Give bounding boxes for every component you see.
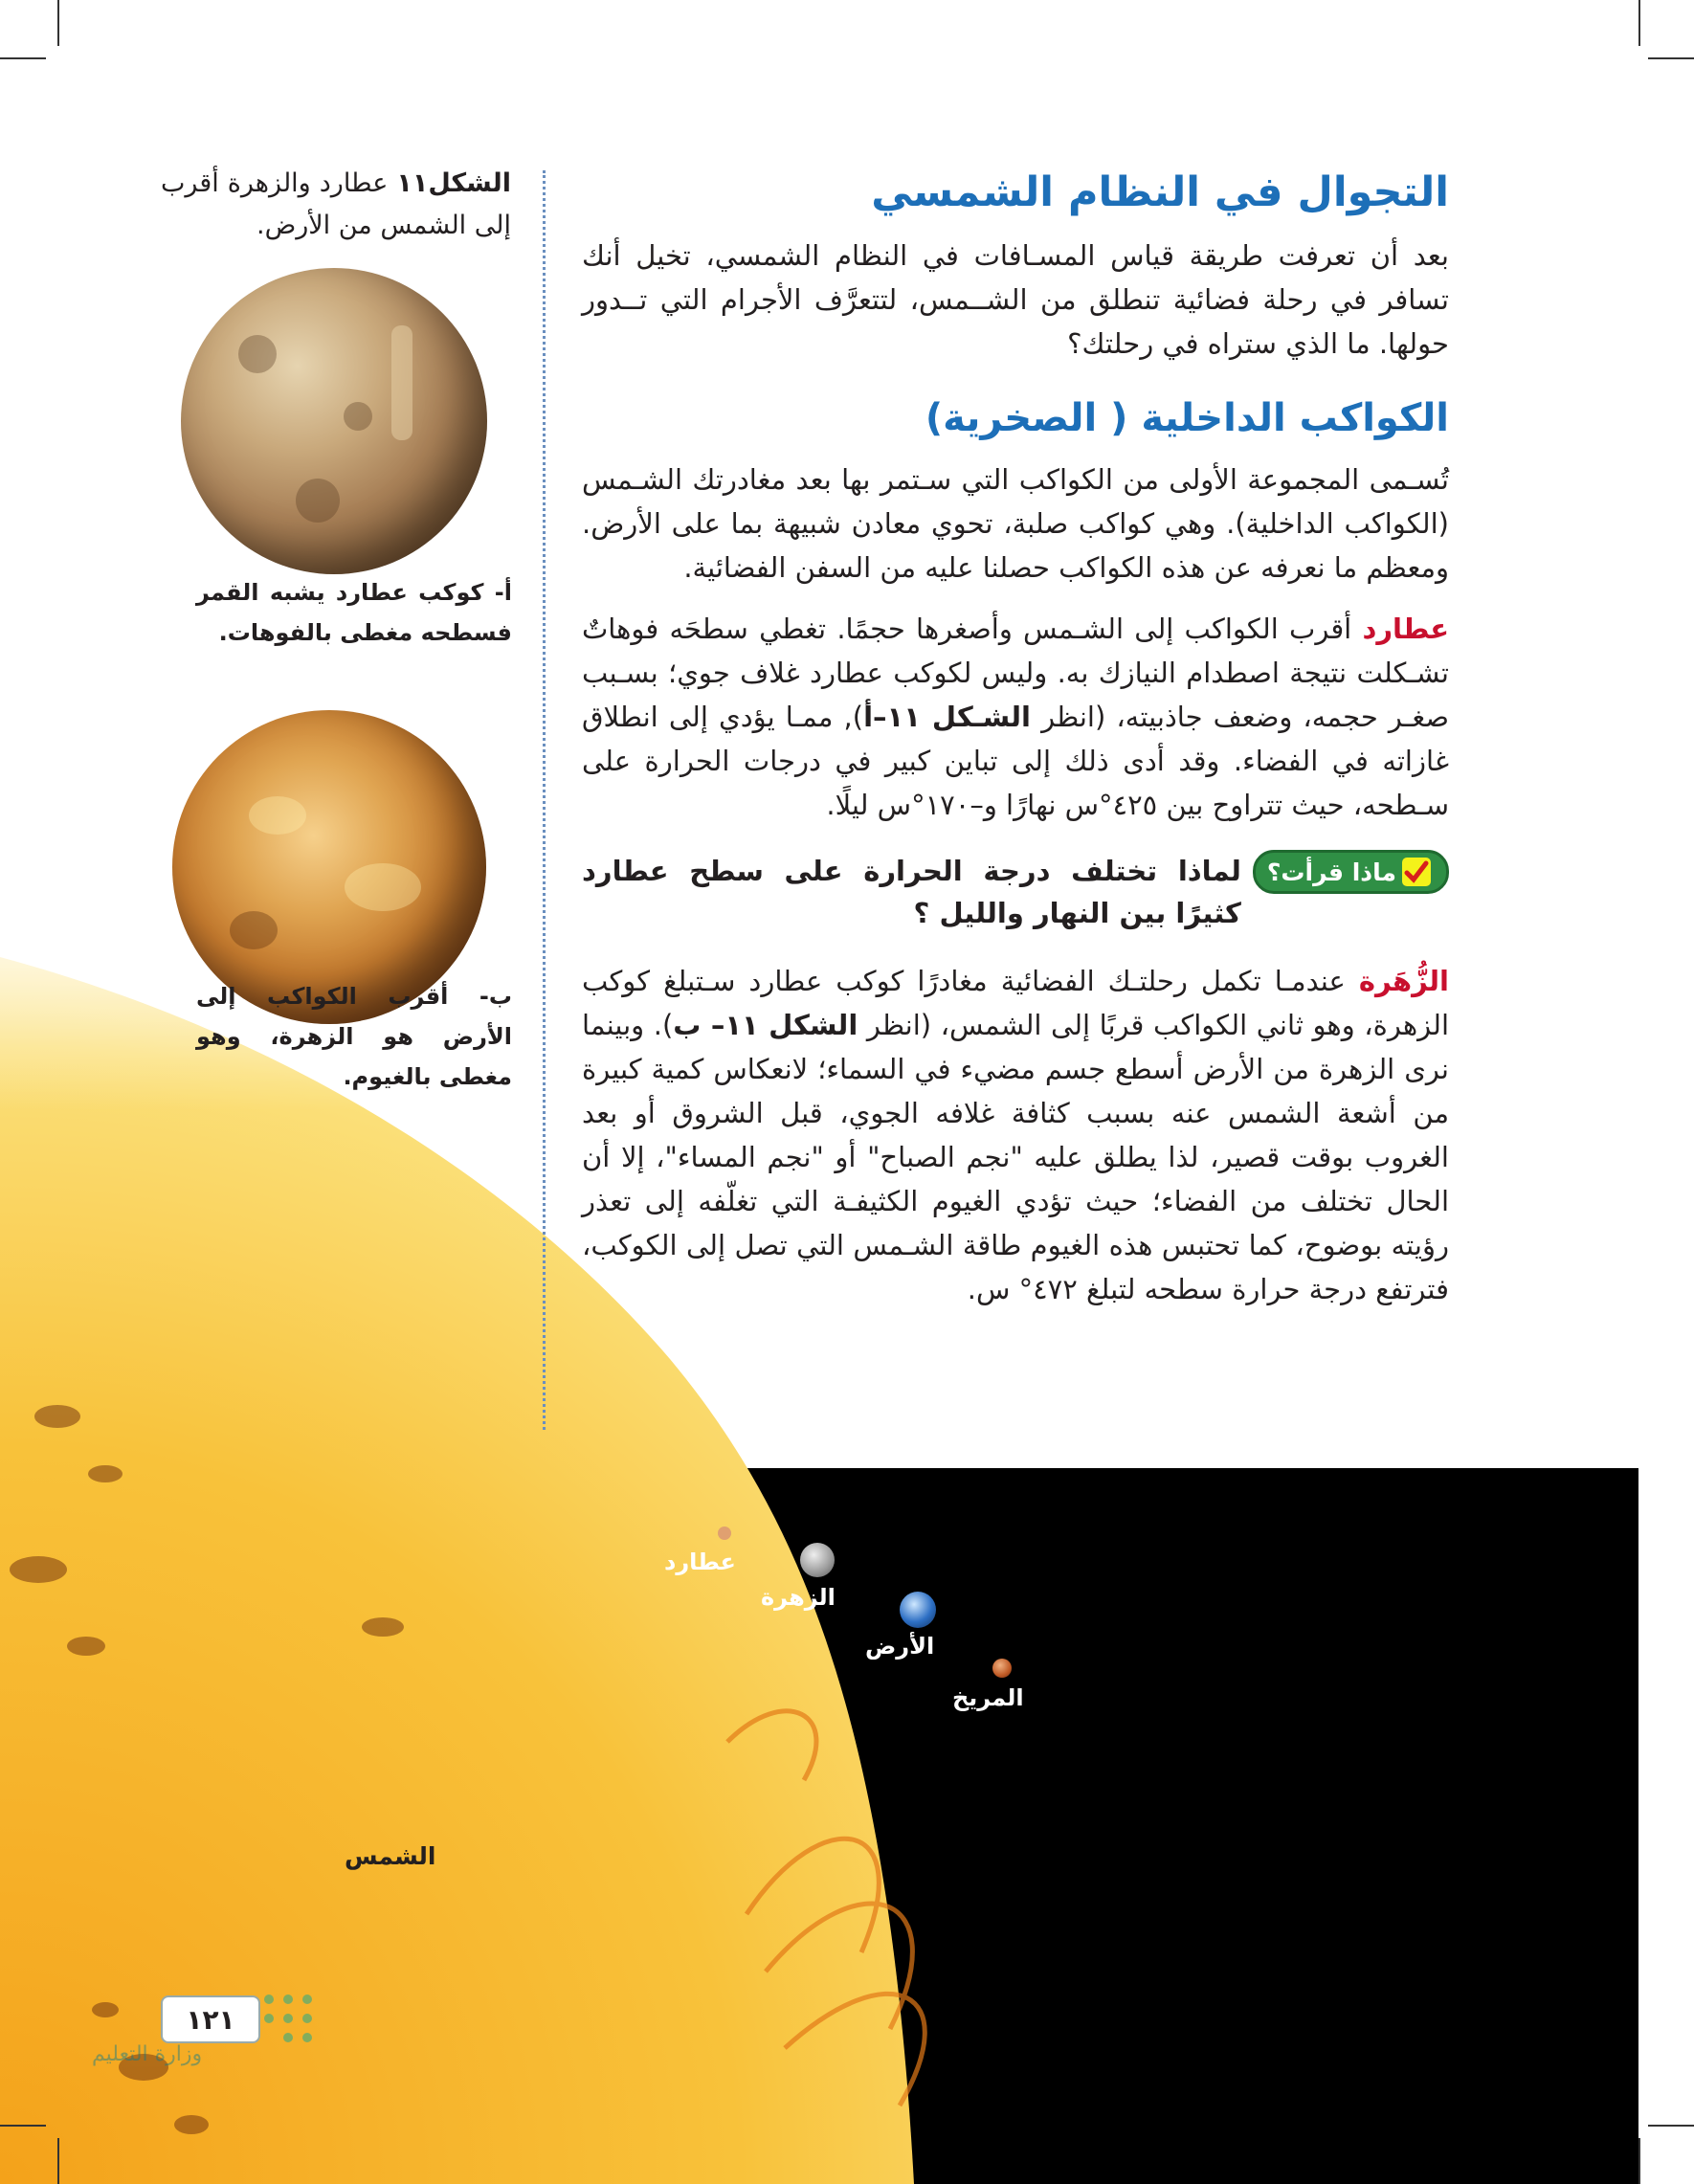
crop-mark xyxy=(1638,0,1640,46)
venus-paragraph xyxy=(582,959,1449,1311)
figure-reference[interactable]: الشـكل ١١–أ xyxy=(863,701,1031,733)
page-number: ١٢١ xyxy=(161,1995,260,2043)
mercury-label: عطارد xyxy=(664,1549,736,1575)
reading-check-badge xyxy=(1253,850,1449,894)
figure-reference[interactable]: الشكل ١١– ب xyxy=(673,1009,858,1041)
venus-text-cont: ). وبينما نرى الزهرة من الأرض أسطع جسم مضيء في السماء؛ لانعكاس كمية كبيرة من أشعة الشمس عنه بسبب كثافة غلافه الجوي، قبل الشروق أو بعد الغروب بوقت قصير، لذا يطلق عليه "نجم الصباح" أو "نجم المساء"، إلا أن الحال تختلف من الفضاء؛ حيث تؤدي الغيوم الكثيفـة التي تغلّفه إلى تعذر رؤيته بوضوح، كما تحتبس هذه الغيوم طاقة الشـمس التي تصل إلى الكوكب، فترتفع درجة حرارة سطحه لتبلغ ٤٧٢° س. xyxy=(582,1009,1449,1305)
reading-check-question: لماذا تختلف درجة الحرارة على سطح عطارد كثيرًا بين النهار والليل ؟ xyxy=(582,855,1241,929)
main-column xyxy=(582,163,1449,1311)
mercury-dot xyxy=(718,1527,731,1540)
inner-planets-paragraph: تُسـمى المجموعة الأولى من الكواكب التي سـتمر بها بعد مغادرتك الشـمس (الكواكب الداخلية). وهي كواكب صلبة، تحوي معادن شبيهة بما على الأرض. ومعظم ما نعرفه عن هذه الكواكب حصلنا عليه من السفن الفضائية. xyxy=(582,463,1449,584)
mercury-photo xyxy=(181,268,487,574)
crop-mark xyxy=(1648,2125,1694,2127)
crop-mark xyxy=(1648,57,1694,59)
caption-b: ب- أقرب الكواكب إلى الأرض هو الزهرة، وهو مغطى بالغيوم. xyxy=(196,983,512,1090)
sun-label: الشمس xyxy=(345,1842,436,1870)
ministry-name: وزارة التعليم xyxy=(92,2042,203,2066)
reading-check xyxy=(582,850,1449,934)
reading-check-label: ماذا قرأت؟ xyxy=(1266,858,1396,886)
mercury-term: عطارد xyxy=(1362,613,1450,645)
mercury-paragraph xyxy=(582,607,1449,827)
mercury-text-cont: ), ممـا يؤدي إلى انطلاق غازاته في الفضاء. وقد أدى ذلك إلى تباين كبير في درجات الحرارة على سـطحه، حيث تتراوح بين ٤٢٥°س نهارًا و–١٧٠°س ليلًا. xyxy=(582,701,1449,821)
mars-label: المريخ xyxy=(952,1684,1024,1711)
crop-mark xyxy=(0,57,46,59)
earth-label: الأرض xyxy=(865,1633,935,1660)
intro-paragraph: بعد أن تعرفت طريقة قياس المسـافات في النظام الشمسي، تخيل أنك تسافر في رحلة فضائية تنطلق من الشــمس، لتتعرَّف الأجرام التي تــدور حولها. ما الذي ستراه في رحلتك؟ xyxy=(582,239,1449,360)
crop-mark xyxy=(57,2138,59,2184)
crop-mark xyxy=(1638,2138,1640,2184)
venus-term: الزُّهَرة xyxy=(1358,965,1449,997)
caption-a: أ- كوكب عطارد يشبه القمر فسطحه مغطى بالفوهات. xyxy=(196,579,512,646)
sidebar-divider xyxy=(543,170,546,1430)
figure-caption-text: عطارد والزهرة أقرب إلى الشمس من الأرض. xyxy=(161,168,511,240)
subsection-title: الكواكب الداخلية ( الصخرية) xyxy=(925,396,1449,440)
earth-dot xyxy=(900,1592,936,1628)
venus-label: الزهرة xyxy=(761,1584,836,1611)
mercury-text: أقرب الكواكب إلى الشـمس وأصغرها حجمًا. تغطي سطحَه فوهاتٌ تشـكلت نتيجة اصطدام النيازك به. وليس لكوكب عطارد غلاف جوي؛ بسـبب صغـر حجمه، وضعف جاذبيته، (انظر xyxy=(582,613,1449,733)
mars-dot xyxy=(992,1659,1012,1678)
section-title: التجوال في النظام الشمسي xyxy=(871,168,1449,216)
venus-text: عندمـا تكمل رحلتـك الفضائية مغادرًا كوكب عطارد سـتبلغ كوكب الزهرة، وهو ثاني الكواكب قربًا إلى الشمس، (انظر xyxy=(582,965,1450,1041)
checkmark-icon xyxy=(1402,858,1431,886)
crop-mark xyxy=(57,0,59,46)
figure-caption xyxy=(161,163,511,247)
figure-number: الشكل١١ xyxy=(396,168,511,198)
crop-mark xyxy=(0,2125,46,2127)
venus-dot xyxy=(800,1543,835,1577)
